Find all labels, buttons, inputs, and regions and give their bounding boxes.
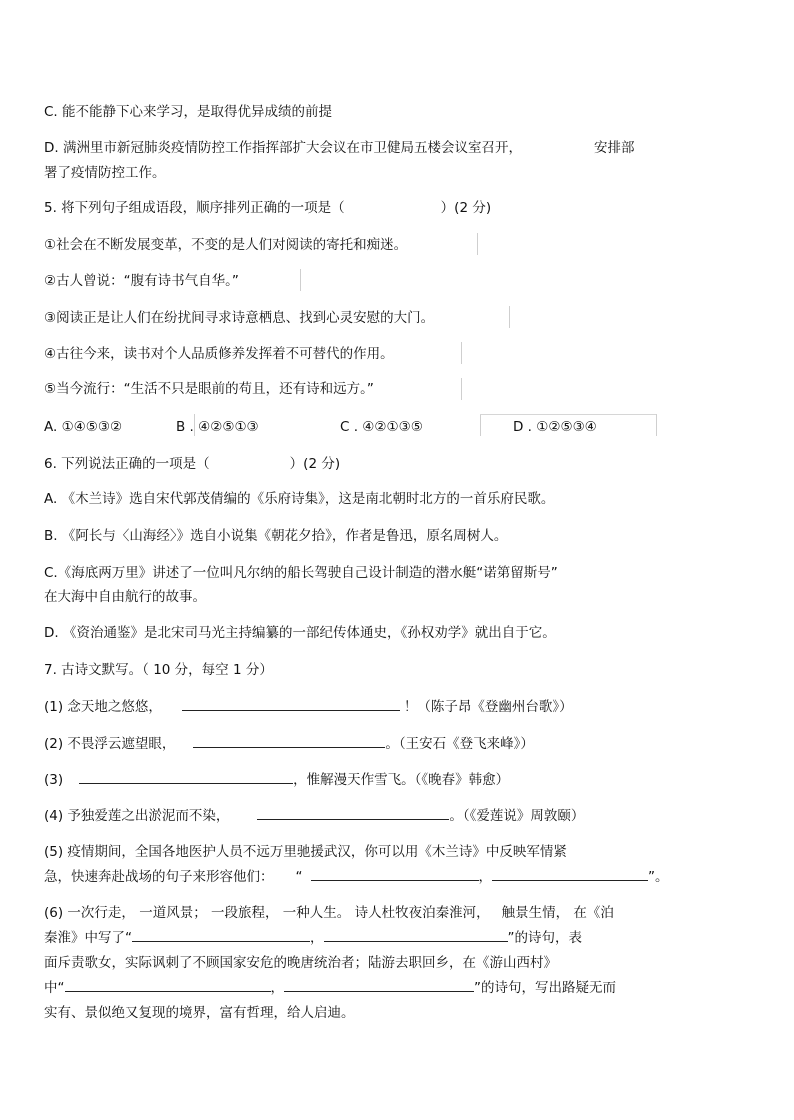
q5-sentence-4: [44, 345, 394, 363]
q7-item-1-blank[interactable]: [182, 698, 400, 711]
q7-item-6-comma-2: ，: [270, 980, 284, 996]
q5-option-a: [44, 418, 122, 436]
q7-item-6-line5: [44, 1004, 355, 1022]
q5-option-d: [513, 418, 597, 436]
q7-item-4-lead: (4) 予独爱莲之出淤泥而不染，: [44, 808, 230, 824]
q5-sentence-1: [44, 236, 407, 254]
table-border-2: [300, 269, 301, 291]
q7-item-6-blank-2[interactable]: [324, 929, 508, 942]
q7-item-3-blank[interactable]: [79, 771, 293, 784]
q5-stem-text: 5. 将下列句子组成语段，顺序排列正确的一项是（: [44, 200, 345, 216]
q5-option-b: [176, 418, 259, 436]
q5-stem: [44, 199, 491, 217]
q7-item-3-source: ，惟解漫天作雪飞。（《晚春》韩愈）: [293, 772, 510, 788]
q5-option-c-text: C . ④②①③⑤: [340, 419, 423, 435]
q4-option-d-line2: [44, 164, 166, 182]
q5-option-a-text: A. ①④⑤③②: [44, 419, 123, 435]
q7-item-5-line2: [44, 868, 669, 886]
q5-option-b-text: B . ④②⑤①③: [176, 419, 259, 435]
q7-item-5-blank-1[interactable]: [311, 868, 479, 881]
q7-item-6-text-tail: 触景生情， 在《泊: [501, 905, 614, 921]
q4-option-d-line1: [44, 139, 634, 157]
q7-item-2-blank[interactable]: [193, 735, 385, 748]
q7-item-5-lead: 急，快速奔赴战场的句子来形容他们：: [44, 869, 274, 885]
q6-option-c-line1: [44, 564, 558, 582]
q7-item-6-lead: 秦淮》中写了“: [44, 930, 132, 946]
q5-option-d-text: D . ①②⑤③④: [513, 419, 597, 435]
q7-item-4-blank[interactable]: [257, 807, 449, 820]
q7-item-6-text-2: 面斥责歌女，实际讽刺了不顾国家安危的晚唐统治者；陆游去职回乡，在《游山西村》: [44, 955, 557, 971]
q7-item-6-line3: [44, 954, 557, 972]
q5-sentence-5-text: ⑤当今流行：“生活不只是眼前的苟且，还有诗和远方。”: [44, 381, 374, 397]
q7-item-1: [44, 698, 573, 716]
q4-option-d-text: D. 满洲里市新冠肺炎疫情防控工作指挥部扩大会议在市卫健局五楼会议室召开，: [44, 140, 522, 156]
q6-stem-text: 6. 下列说法正确的一项是（: [44, 456, 210, 472]
q7-item-5-quote-open: “: [295, 869, 303, 885]
q6-option-c-line2: [44, 588, 206, 606]
q5-sentence-1-text: ①社会在不断发展变革，不变的是人们对阅读的寄托和痴迷。: [44, 237, 408, 253]
q7-item-6-after-2: ”的诗句，写出路疑无而: [474, 980, 616, 996]
table-border-7: [480, 414, 481, 436]
q6-option-a-text: A. 《木兰诗》选自宋代郭茂倩编的《乐府诗集》，这是南北朝时北方的一首乐府民歌。: [44, 491, 555, 507]
q5-option-c: [340, 418, 423, 436]
q7-item-4: [44, 807, 584, 825]
q6-option-b-text: B. 《阿长与〈山海经〉》选自小说集《朝花夕拾》，作者是鲁迅，原名周树人。: [44, 528, 508, 544]
q4-option-c: [44, 103, 332, 121]
q7-item-6-blank-1[interactable]: [132, 929, 310, 942]
q7-item-6-after-1: ”的诗句，表: [507, 930, 582, 946]
q5-sentence-3-text: ③阅读正是让人们在纷扰间寻求诗意栖息、找到心灵安慰的大门。: [44, 310, 435, 326]
table-border-1: [477, 233, 478, 255]
table-border-5: [461, 378, 462, 400]
q5-sentence-2-text: ②古人曾说：“腹有诗书气自华。”: [44, 273, 239, 289]
table-border-8: [656, 414, 657, 436]
q7-item-2: [44, 735, 534, 753]
q7-item-2-source: 。（王安石《登飞来峰》）: [385, 736, 534, 752]
q6-score: ）(2 分): [289, 456, 341, 472]
q6-stem: [44, 455, 340, 473]
q5-sentence-5: [44, 380, 374, 398]
q7-item-6-text: (6) 一次行走， 一道风景； 一段旅程， 一种人生。 诗人杜牧夜泊秦淮河，: [44, 905, 490, 921]
q4-option-c-text: C. 能不能静下心来学习，是取得优异成绩的前提: [44, 104, 333, 120]
q6-option-c-text: C.《海底两万里》讲述了一位叫凡尔纳的船长驾驶自己设计制造的潜水艇“诺第留斯号”: [44, 565, 558, 581]
q6-option-d-text: D. 《资治通鉴》是北宋司马光主持编纂的一部纪传体通史，《孙权劝学》就出自于它。: [44, 625, 556, 641]
q7-item-5-blank-2[interactable]: [492, 868, 648, 881]
q7-item-6-line1: [44, 904, 614, 922]
q7-item-4-source: 。（《爱莲说》周敦颐）: [449, 808, 585, 824]
q7-item-1-lead: (1) 念天地之悠悠，: [44, 699, 162, 715]
q6-option-c-cont: 在大海中自由航行的故事。: [44, 589, 206, 605]
q7-item-5-quote-close: ”。: [648, 869, 669, 885]
q7-item-3-lead: (3): [44, 772, 64, 788]
q7-item-6-text-3: 实有、景似绝又复现的境界，富有哲理，给人启迪。: [44, 1005, 355, 1021]
q7-item-6-blank-3[interactable]: [65, 979, 271, 992]
q6-option-a: [44, 490, 554, 508]
q7-stem-text: 7. 古诗文默写。（ 10 分，每空 1 分）: [44, 662, 273, 678]
q7-item-6-comma-1: ，: [310, 930, 324, 946]
q7-item-5-comma: ，: [478, 869, 492, 885]
q7-item-2-lead: (2) 不畏浮云遮望眼，: [44, 736, 176, 752]
q4-option-d-tail: 安排部: [593, 140, 635, 156]
q7-item-6-blank-4[interactable]: [284, 979, 474, 992]
q6-option-d: [44, 624, 556, 642]
q5-score: ）(2 分): [440, 200, 492, 216]
q5-sentence-3: [44, 309, 434, 327]
q7-stem: [44, 661, 273, 679]
q5-sentence-4-text: ④古往今来，读书对个人品质修养发挥着不可替代的作用。: [44, 346, 394, 362]
table-border-3: [509, 306, 510, 328]
q7-item-6-line2: [44, 929, 582, 947]
q7-item-3: [44, 771, 509, 789]
q4-option-d-cont: 署了疫情防控工作。: [44, 165, 166, 181]
q7-item-6-lead-2: 中“: [44, 980, 65, 996]
q5-sentence-2: [44, 272, 239, 290]
table-border-4: [461, 342, 462, 364]
q6-option-b: [44, 527, 507, 545]
q7-item-6-line4: [44, 979, 616, 997]
q7-item-5-line1: [44, 843, 567, 861]
q7-item-5-text: (5) 疫情期间，全国各地医护人员不远万里驰援武汉，你可以用《木兰诗》中反映军情紧: [44, 844, 567, 860]
q7-item-1-source: ！（陈子昂《登幽州台歌》）: [403, 699, 573, 715]
table-border-top: [480, 414, 656, 415]
